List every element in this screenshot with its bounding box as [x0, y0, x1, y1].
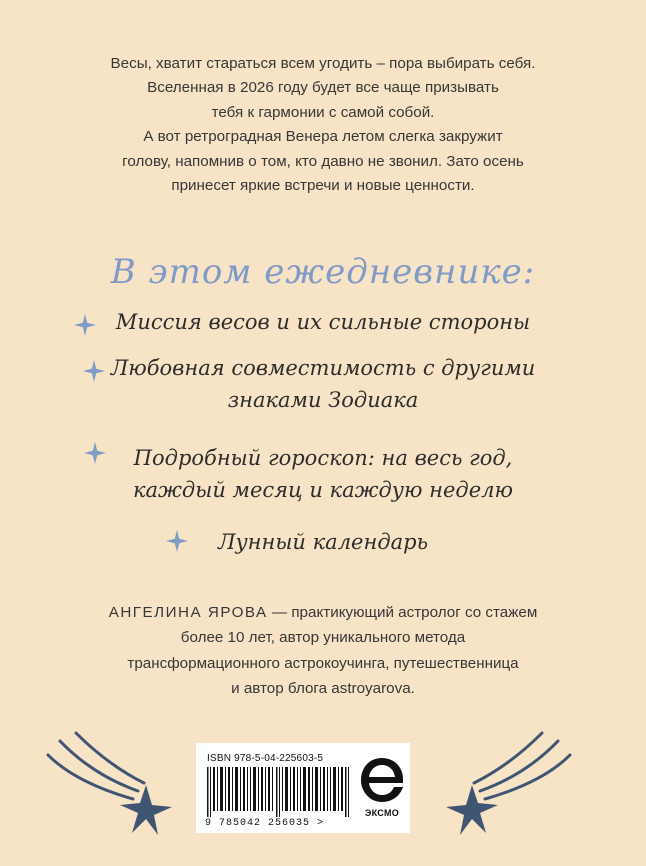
intro-text [40, 52, 606, 198]
sparkle-icon [166, 530, 188, 552]
feature-line: Миссия весов и их сильные стороны [115, 310, 531, 334]
barcode-digits: 9 785042 256035 > [205, 818, 325, 829]
feature-item [0, 306, 646, 338]
intro-line: Вселенная в 2026 году будет все чаще призывать [147, 79, 499, 97]
publisher-logo [356, 752, 408, 826]
sparkle-icon [74, 314, 96, 336]
publisher-name: ЭКСМО [364, 808, 400, 818]
feature-line: знаками Зодиака [227, 388, 419, 412]
author-bio-line: и автор блога astroyarova. [231, 680, 415, 698]
sparkle-icon [84, 442, 106, 464]
author-name: АНГЕЛИНА ЯРОВА [108, 604, 268, 621]
author-bio-text: — практикующий астролог со стажем [267, 604, 538, 621]
feature-line: Лунный календарь [217, 530, 429, 554]
intro-line: голову, напомнив о том, кто давно не звонил. Зато осень [122, 152, 524, 170]
shooting-star-icon [28, 725, 178, 840]
intro-line: тебя к гармонии с самой собой. [211, 103, 435, 121]
author-bio-line: трансформационного астрокоучинга, путешественница [127, 654, 519, 672]
feature-line: Подробный гороскоп: на весь год, [133, 446, 513, 470]
barcode-icon [207, 767, 351, 817]
author-bio-line: более 10 лет, автор уникального метода [180, 629, 466, 647]
feature-line: Любовная совместимость с другими [110, 356, 536, 380]
author-bio [40, 600, 606, 702]
shooting-star-icon [440, 725, 590, 840]
sparkle-icon [83, 360, 105, 382]
isbn-text: ISBN 978-5-04-225603-5 [207, 753, 324, 764]
feature-item [0, 526, 646, 558]
intro-line: А вот ретроградная Венера летом слегка закружит [143, 128, 503, 146]
author-bio-line [40, 600, 606, 625]
intro-line: принесет яркие встречи и новые ценности. [171, 177, 475, 195]
intro-line: Весы, хватит стараться всем угодить – пора выбирать себя. [110, 55, 536, 72]
feature-line: каждый месяц и каждую неделю [132, 478, 514, 502]
eksmo-logo-icon [356, 752, 408, 808]
section-heading: В этом ежедневнике: [110, 252, 536, 292]
